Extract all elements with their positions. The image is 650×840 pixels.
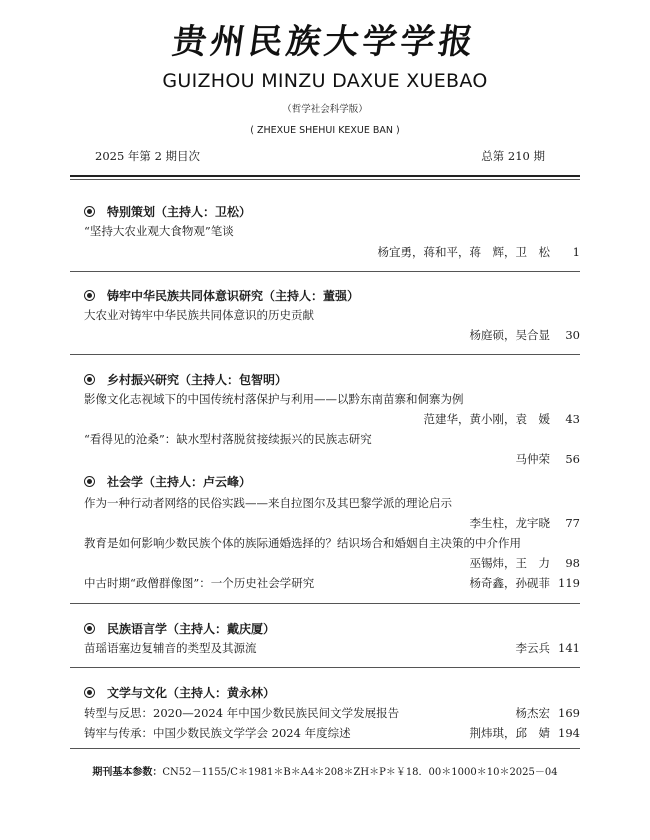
article-title: 转型与反思：2020—2024 年中国少数民族民间文学发展报告 — [84, 706, 400, 720]
cumulative-issue: 总第 210 期 — [481, 149, 545, 163]
footer-rule — [70, 748, 580, 749]
journal-masthead — [0, 14, 650, 63]
article-byline — [516, 451, 581, 467]
article-page: 141 — [558, 641, 580, 655]
article-page: 119 — [558, 576, 580, 590]
article-byline — [378, 244, 581, 260]
issue-number: 2025 年第 2 期目次 — [95, 149, 201, 163]
article-title: 影像文化志视域下的中国传统村落保护与利用——以黔东南苗寨和侗寨为例 — [84, 392, 464, 406]
article-authors: 荆炜琪，邱 婧 — [469, 726, 550, 740]
parameters-value: CN52－1155/C＊1981＊B＊A4＊208＊ZH＊P＊￥18．00＊1000＊10＊2025－04 — [162, 767, 558, 778]
article-page: 77 — [565, 516, 580, 530]
section-heading: 乡村振兴研究（主持人：包智明） — [84, 371, 287, 389]
article-authors: 李云兵 — [515, 641, 550, 655]
article-title: 铸牢与传承：中国少数民族文学学会 2024 年度综述 — [84, 726, 351, 740]
section-divider — [70, 603, 580, 604]
article-title: 大农业对铸牢中华民族共同体意识的历史贡献 — [84, 308, 314, 322]
section-divider — [70, 667, 580, 668]
article-authors: 杨宜勇，蒋和平，蒋 辉，卫 松 — [377, 245, 550, 259]
section-bullet-icon — [84, 623, 95, 634]
article-authors: 马仲荣 — [515, 452, 550, 466]
article-byline — [516, 640, 581, 656]
parameters-label: 期刊基本参数： — [92, 767, 163, 778]
issue-line — [95, 148, 545, 166]
section-heading: 铸牢中华民族共同体意识研究（主持人：董强） — [84, 287, 359, 305]
article-page: 98 — [565, 556, 580, 570]
section-bullet-icon — [84, 687, 95, 698]
article-authors: 李生柱，龙宇晓 — [469, 516, 550, 530]
article-authors: 杨杰宏 — [515, 706, 550, 720]
section-heading: 民族语言学（主持人：戴庆厦） — [84, 620, 275, 638]
article-authors: 杨庭硕，吴合显 — [469, 328, 550, 342]
article-title: 作为一种行动者网络的民俗实践——来自拉图尔及其巴黎学派的理论启示 — [84, 496, 452, 510]
journal-pinyin-title: GUIZHOU MINZU DAXUE XUEBAO — [162, 70, 488, 92]
header-rule-top — [70, 175, 580, 177]
section-heading: 文学与文化（主持人：黄永林） — [84, 684, 275, 702]
article-page: 194 — [558, 726, 580, 740]
article-title: “看得见的沧桑”：缺水型村落脱贫接续振兴的民族志研究 — [84, 432, 372, 446]
section-bullet-icon — [84, 290, 95, 301]
article-title: “坚持大农业观大食物观”笔谈 — [84, 224, 234, 238]
article-byline — [470, 575, 581, 591]
article-byline — [424, 411, 581, 427]
article-authors: 范建华，黄小刚，袁 媛 — [423, 412, 550, 426]
header-rule-bottom — [70, 179, 580, 180]
article-page: 1 — [572, 245, 580, 259]
section-heading: 社会学（主持人：卢云峰） — [84, 473, 251, 491]
section-bullet-icon — [84, 476, 95, 487]
article-page: 30 — [565, 328, 580, 342]
article-page: 169 — [558, 706, 580, 720]
edition-label: （哲学社会科学版） — [282, 104, 368, 115]
article-byline — [516, 705, 581, 721]
article-byline — [470, 555, 581, 571]
section-divider — [70, 271, 580, 272]
article-title: 苗瑶语塞边复辅音的类型及其源流 — [84, 641, 257, 655]
section-heading: 特别策划（主持人：卫松） — [84, 203, 251, 221]
article-page: 43 — [565, 412, 580, 426]
journal-parameters — [0, 763, 650, 778]
article-page: 56 — [565, 452, 580, 466]
article-title: 中古时期“政僧群像图”：一个历史社会学研究 — [84, 576, 315, 590]
article-authors: 巫锡炜，王 力 — [469, 556, 550, 570]
journal-logo: 贵州民族大学学报 — [169, 22, 480, 62]
article-byline — [470, 327, 581, 343]
article-title: 教育是如何影响少数民族个体的族际通婚选择的？结识场合和婚姻自主决策的中介作用 — [84, 536, 521, 550]
section-divider — [70, 354, 580, 355]
article-byline — [470, 515, 581, 531]
section-bullet-icon — [84, 206, 95, 217]
section-bullet-icon — [84, 374, 95, 385]
edition-pinyin-label: ( ZHEXUE SHEHUI KEXUE BAN ) — [250, 125, 400, 136]
article-byline — [470, 725, 581, 741]
article-authors: 杨奇鑫，孙砚菲 — [469, 576, 550, 590]
